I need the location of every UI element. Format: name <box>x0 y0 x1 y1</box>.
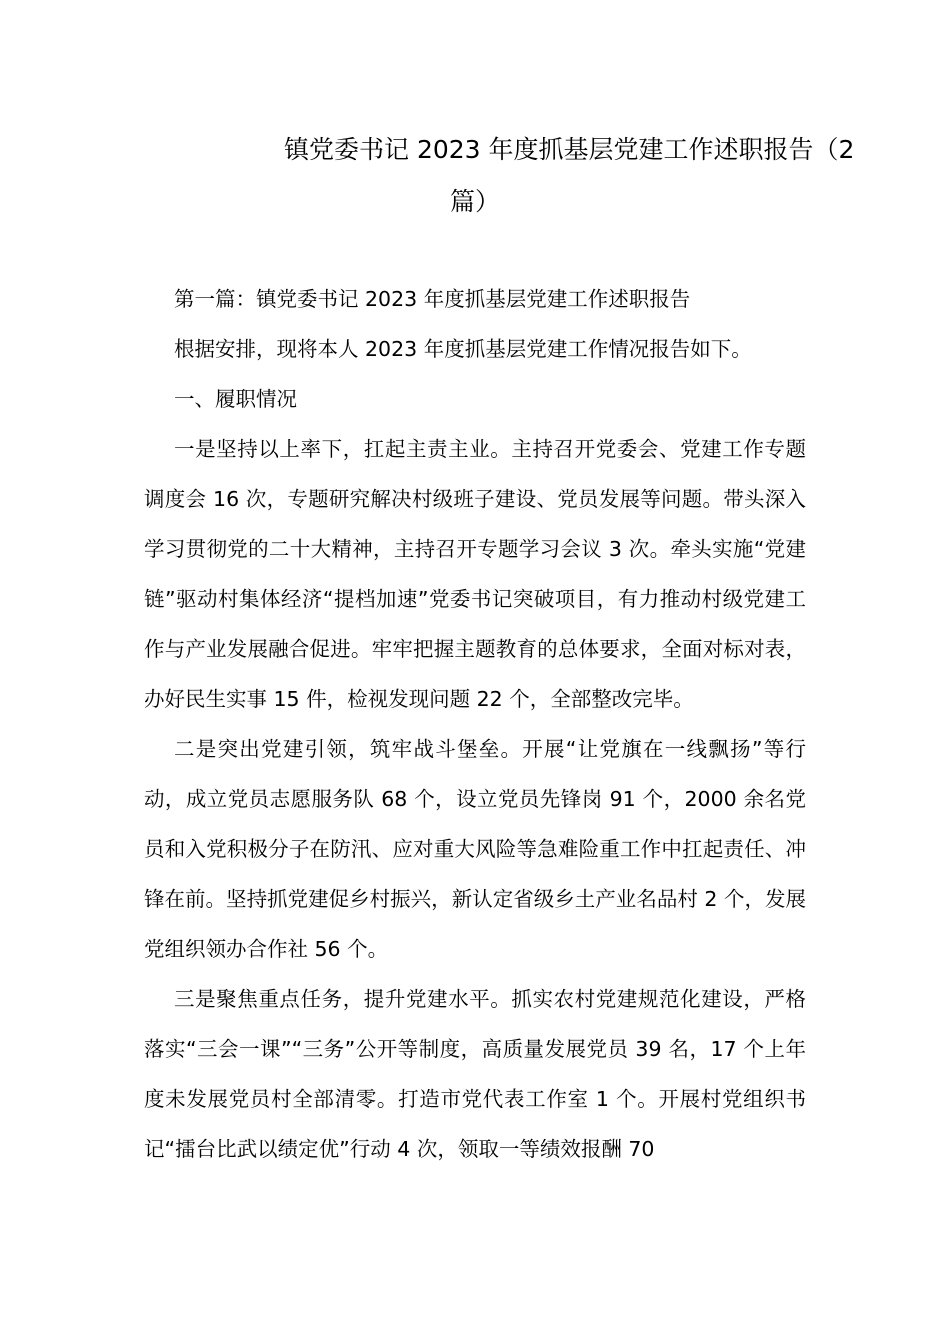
section-heading-duty: 一、履职情况 <box>174 387 297 411</box>
document-title <box>144 124 855 228</box>
paragraph-point-one: 一是坚持以上率下，扛起主责主业。主持召开党委会、党建工作专题调度会 16 次，专题研究解决村级班子建设、党员发展等问题。带头深入学习贯彻党的二十大精神，主持召开专题学习会议 3 次。牵头实施“党建链”驱动村集体经济“提档加速”党委书记突破项目，有力推动村级党建工作与产业发展融合促进。牢牢把握主题教育的总体要求，全面对标对表，办好民生实事 15 件，检视发现问题 22 个，全部整改完毕。 <box>144 437 806 711</box>
title-line-2: 篇） <box>449 187 500 216</box>
title-line-1: 镇党委书记 2023 年度抓基层党建工作述职报告（2 <box>284 135 855 164</box>
paragraph-point-three: 三是聚焦重点任务，提升党建水平。抓实农村党建规范化建设，严格落实“三会一课”“三务”公开等制度，高质量发展党员 39 名，17 个上年度未发展党员村全部清零。打造市党代表工作室 1 个。开展村党组织书记“擂台比武以绩定优”行动 4 次，领取一等绩效报酬 70 <box>144 987 806 1161</box>
paragraph-point-two: 二是突出党建引领，筑牢战斗堡垒。开展“让党旗在一线飘扬”等行动，成立党员志愿服务队 68 个，设立党员先锋岗 91 个，2000 余名党员和入党积极分子在防汛、应对重大风险等急难险重工作中扛起责任、冲锋在前。坚持抓党建促乡村振兴，新认定省级乡土产业名品村 2 个，发展党组织领办合作社 56 个。 <box>144 737 806 961</box>
intro-paragraph: 根据安排，现将本人 2023 年度抓基层党建工作情况报告如下。 <box>174 337 752 361</box>
document-body <box>144 274 806 1174</box>
section-heading-first: 第一篇：镇党委书记 2023 年度抓基层党建工作述职报告 <box>174 287 691 311</box>
